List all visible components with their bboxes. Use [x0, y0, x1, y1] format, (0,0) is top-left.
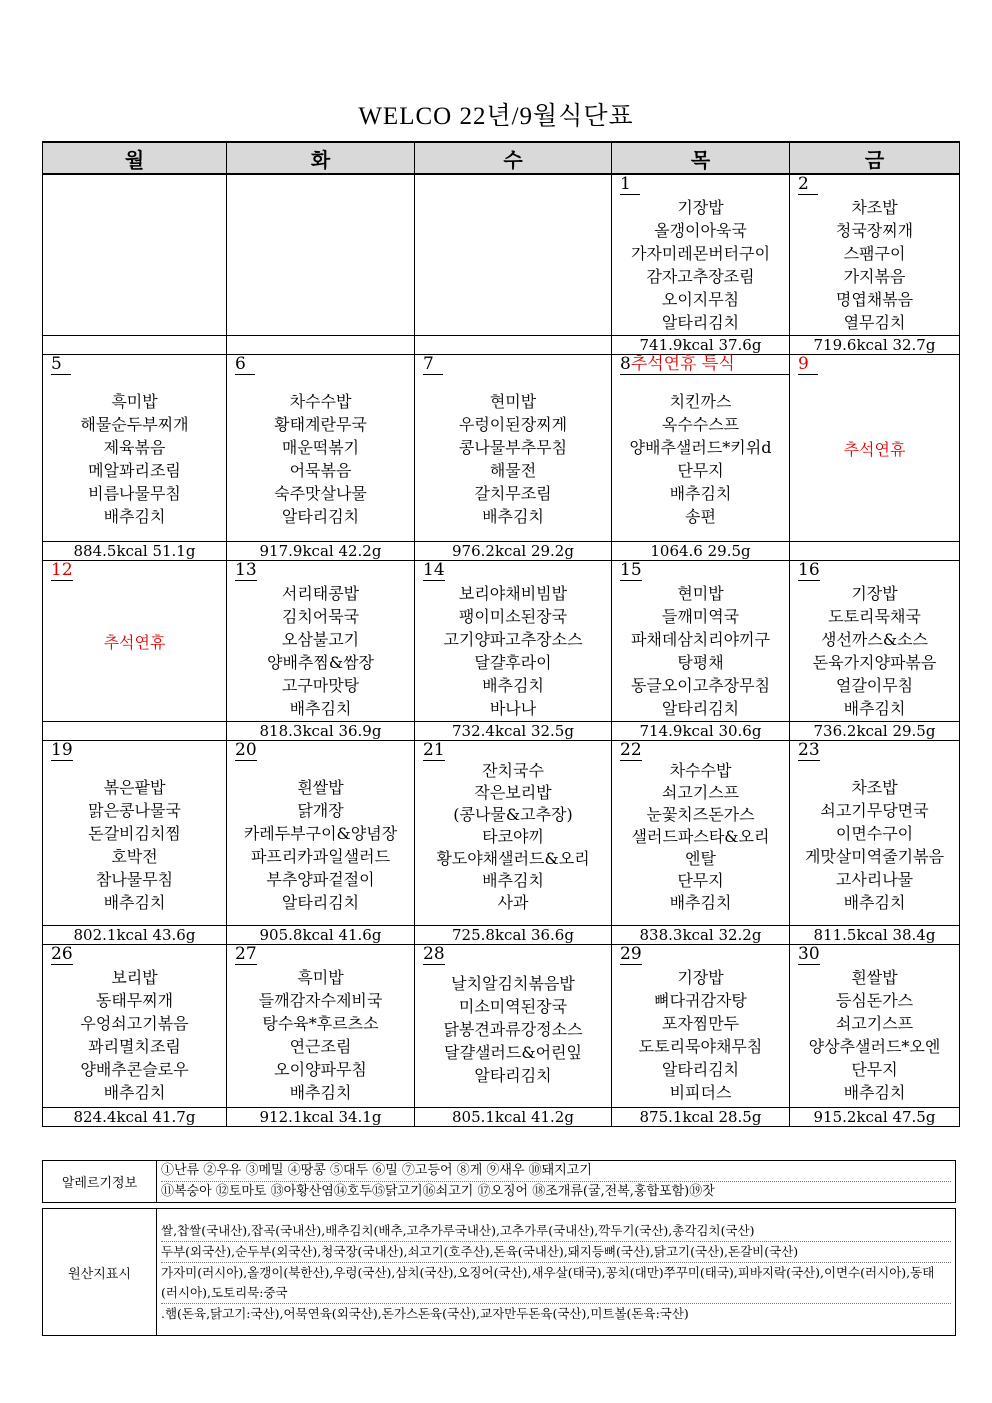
week-row — [43, 355, 960, 542]
menu-item: 엔탈 — [685, 849, 716, 868]
day-number-row — [790, 175, 959, 194]
menu-item: 얼갈이무침 — [835, 676, 914, 695]
menu-item: 배추김치 — [482, 871, 544, 890]
menu-item: 명엽채볶음 — [835, 290, 914, 309]
kcal-value: 1064.6 29.5g — [612, 542, 790, 561]
day-number-row — [612, 175, 789, 194]
day-cell — [227, 174, 415, 336]
menu-item: 알타리김치 — [661, 1060, 740, 1079]
menu-item: 도토리묵채국 — [828, 607, 921, 626]
kcal-row — [43, 1108, 960, 1127]
day-note: 추석연휴 특식 — [630, 354, 735, 374]
menu-item: 연근조림 — [289, 1037, 352, 1056]
kcal-value: 912.1kcal 34.1g — [227, 1108, 415, 1127]
day-number: 29 — [620, 944, 642, 964]
day-number-row — [790, 355, 959, 374]
kcal-value: 719.6kcal 32.7g — [790, 336, 960, 355]
menu-item: 감자고추장조림 — [646, 267, 755, 286]
menu-item: 흰쌀밥 — [297, 778, 344, 797]
menu-items — [612, 374, 789, 528]
day-cell — [43, 741, 227, 926]
allergy-list — [157, 1161, 956, 1203]
kcal-value: 811.5kcal 38.4g — [790, 926, 960, 945]
menu-items — [415, 964, 611, 1087]
menu-item: 부추양파겉절이 — [266, 870, 375, 889]
kcal-row — [43, 722, 960, 741]
menu-table — [42, 141, 960, 1127]
day-number-row — [790, 945, 959, 964]
day-cell — [43, 355, 227, 542]
day-cell — [612, 174, 790, 336]
menu-item: 차조밥 — [851, 198, 898, 217]
day-cell — [612, 945, 790, 1108]
menu-items — [612, 964, 789, 1104]
menu-item: 생선까스&소스 — [821, 630, 928, 649]
menu-item: 양배추찜&쌈장 — [267, 653, 374, 672]
kcal-value: 805.1kcal 41.2g — [415, 1108, 612, 1127]
menu-item: 알타리김치 — [281, 507, 360, 526]
menu-item: 치킨까스 — [669, 392, 732, 411]
origin-label: 원산지표시 — [43, 1209, 157, 1336]
menu-items — [227, 760, 414, 914]
menu-item: 옥수수스프 — [661, 415, 740, 434]
menu-item: 우엉쇠고기볶음 — [80, 1014, 189, 1033]
menu-item: 작은보리밥 — [474, 783, 552, 802]
menu-item: 카레두부구이&양념장 — [243, 824, 398, 843]
allergy-label: 알레르기정보 — [43, 1161, 157, 1203]
menu-item: 탕평채 — [677, 653, 724, 672]
menu-item: 비피더스 — [669, 1083, 732, 1102]
page-title: WELCO 22년/9월식단표 — [358, 103, 634, 130]
menu-item: 날치알김치볶음밥 — [451, 974, 575, 993]
menu-item: 꽈리멸치조림 — [88, 1037, 181, 1056]
day-cell — [227, 561, 415, 722]
day-number: 9 — [798, 354, 809, 374]
menu-item: 도토리묵야채무침 — [638, 1037, 763, 1056]
day-cell — [415, 561, 612, 722]
menu-items — [790, 760, 959, 914]
menu-items — [790, 964, 959, 1104]
day-number-row — [43, 561, 226, 580]
menu-item: 현미밥 — [489, 392, 537, 411]
day-cell — [43, 174, 227, 336]
allergy-table — [42, 1160, 956, 1203]
kcal-value: 976.2kcal 29.2g — [415, 542, 612, 561]
kcal-row — [43, 926, 960, 945]
day-number: 13 — [235, 560, 257, 580]
day-cell — [227, 945, 415, 1108]
day-number-row — [227, 175, 414, 194]
kcal-value — [43, 336, 227, 355]
menu-item: 배추김치 — [843, 699, 906, 718]
origin-line: 쌀,찹쌀(국내산),잡곡(국내산),배추김치(배추,고추가루국내산),고추가루(국내산),깍두기(국산),총각김치(국산) — [161, 1221, 951, 1242]
kcal-value: 714.9kcal 30.6g — [612, 722, 790, 741]
kcal-value: 818.3kcal 36.9g — [227, 722, 415, 741]
day-number: 8 — [620, 354, 631, 374]
menu-item: 양배추샐러드*키위d — [629, 438, 772, 457]
day-number: 23 — [798, 740, 820, 760]
menu-item: 콩나물부추무침 — [458, 438, 568, 457]
menu-item: 쇠고기무당면국 — [820, 801, 929, 820]
day-number: 12 — [51, 560, 73, 580]
menu-item: 알타리김치 — [661, 313, 740, 332]
menu-item: 타코야끼 — [482, 827, 544, 846]
week-row — [43, 741, 960, 926]
menu-item: 기장밥 — [851, 584, 898, 603]
day-number: 19 — [51, 740, 73, 760]
menu-item: 참나물무침 — [95, 870, 174, 889]
day-cell — [790, 355, 960, 542]
menu-item: 배추김치 — [289, 1083, 352, 1102]
menu-item: 갈치무조림 — [474, 484, 552, 503]
day-number-row — [43, 355, 226, 374]
menu-item: 배추김치 — [482, 507, 544, 526]
menu-item: 배추김치 — [482, 676, 544, 695]
menu-item: 포자찜만두 — [661, 1014, 740, 1033]
week-row — [43, 561, 960, 722]
menu-item: 동글오이고추장무침 — [630, 676, 771, 695]
menu-items — [612, 760, 789, 914]
day-number: 7 — [423, 354, 434, 374]
kcal-value: 915.2kcal 47.5g — [790, 1108, 960, 1127]
day-cell — [415, 355, 612, 542]
origin-list — [157, 1209, 956, 1336]
day-cell — [415, 741, 612, 926]
origin-line: 두부(외국산),순두부(외국산),청국장(국내산),쇠고기(호주산),돈육(국내산),돼지등뼈(국산),닭고기(국산),돈갈비(국산) — [161, 1242, 951, 1263]
menu-item: 들깨미역국 — [661, 607, 740, 626]
day-number-row — [612, 945, 789, 964]
menu-items — [43, 760, 226, 914]
menu-item: 단무지 — [677, 461, 724, 480]
day-number: 27 — [235, 944, 257, 964]
menu-item: 게맛살미역줄기볶음 — [804, 847, 945, 866]
menu-item: 어묵볶음 — [289, 461, 352, 480]
day-number-row — [227, 945, 414, 964]
menu-item: 매운떡볶기 — [281, 438, 360, 457]
menu-item: 오이지무침 — [661, 290, 740, 309]
menu-item: 가지볶음 — [843, 267, 906, 286]
menu-item: 배추김치 — [103, 507, 166, 526]
menu-item: 해물순두부찌개 — [80, 415, 189, 434]
menu-item: 황태계란무국 — [274, 415, 367, 434]
menu-item: 이면수구이 — [835, 824, 914, 843]
day-cell — [415, 945, 612, 1108]
menu-items — [415, 580, 611, 720]
menu-item: 흑미밥 — [297, 968, 344, 987]
menu-item: 등심돈가스 — [835, 991, 914, 1010]
menu-item: 배추김치 — [103, 1083, 166, 1102]
day-number-row — [790, 741, 959, 760]
menu-item: 쇠고기스프 — [661, 783, 740, 802]
day-number: 26 — [51, 944, 73, 964]
day-number-row — [415, 561, 611, 580]
day-cell — [43, 561, 227, 722]
weekday-header: 수 — [415, 142, 612, 174]
menu-item: 닭개장 — [297, 801, 344, 820]
day-cell — [43, 945, 227, 1108]
day-number-row — [790, 561, 959, 580]
menu-item: 고사리나물 — [835, 870, 914, 889]
day-number: 20 — [235, 740, 257, 760]
kcal-value — [790, 542, 960, 561]
day-number: 28 — [423, 944, 445, 964]
kcal-value: 838.3kcal 32.2g — [612, 926, 790, 945]
weekday-header: 월 — [43, 142, 227, 174]
day-cell — [790, 561, 960, 722]
menu-item: 차조밥 — [851, 778, 898, 797]
menu-items — [790, 194, 959, 334]
weekday-header-row — [43, 142, 960, 174]
weekday-header: 금 — [790, 142, 960, 174]
menu-item: 해물전 — [489, 461, 537, 480]
menu-item: 맑은콩나물국 — [88, 801, 181, 820]
weekday-header: 화 — [227, 142, 415, 174]
holiday-label: 추석연휴 — [103, 633, 166, 652]
menu-item: 열무김치 — [843, 313, 906, 332]
menu-item: 차수수밥 — [289, 392, 352, 411]
week-row — [43, 174, 960, 336]
week-row — [43, 945, 960, 1108]
allergy-line: ⑪복숭아 ⑫토마토 ⑬아황산염⑭호두⑮닭고기⑯쇠고기 ⑰오징어 ⑱조개류(굴,전복,홍합포함)⑲잣 — [161, 1184, 715, 1199]
allergy-line: ①난류 ②우유 ③메밀 ④땅콩 ⑤대두 ⑥밀 ⑦고등어 ⑧게 ⑨새우 ⑩돼지고기 — [161, 1161, 951, 1182]
kcal-value: 741.9kcal 37.6g — [612, 336, 790, 355]
day-number: 14 — [423, 560, 445, 580]
menu-item: 파채데삼치리야끼구 — [630, 630, 771, 649]
kcal-value: 736.2kcal 29.5g — [790, 722, 960, 741]
kcal-value: 905.8kcal 41.6g — [227, 926, 415, 945]
menu-item: 보리밥 — [111, 968, 158, 987]
menu-item: 현미밥 — [677, 584, 724, 603]
day-number: 5 — [51, 354, 62, 374]
origin-line: 가자미(러시아),올갱이(북한산),우렁(국산),삼치(국산),오징어(국산),새우살(태국),꽁치(대만)쭈꾸미(태국),피바지락(국산),이면수(러시아),동태(러시아),도토리묵:중국 — [161, 1263, 951, 1304]
kcal-value — [43, 722, 227, 741]
menu-items — [227, 964, 414, 1104]
day-cell — [790, 741, 960, 926]
menu-item: 메알꽈리조림 — [88, 461, 181, 480]
day-number-row — [43, 741, 226, 760]
day-cell — [612, 355, 790, 542]
menu-item: 배추김치 — [669, 484, 732, 503]
menu-items — [415, 194, 611, 196]
menu-item: 단무지 — [677, 871, 724, 890]
menu-item: 고구마맛탕 — [281, 676, 360, 695]
day-number: 2 — [798, 174, 809, 194]
day-number-row — [227, 561, 414, 580]
kcal-row — [43, 336, 960, 355]
menu-item: 배추김치 — [669, 893, 732, 912]
kcal-value: 824.4kcal 41.7g — [43, 1108, 227, 1127]
menu-item: 양배추콘슬로우 — [80, 1060, 189, 1079]
day-cell — [612, 741, 790, 926]
day-number: 30 — [798, 944, 820, 964]
menu-items — [612, 194, 789, 334]
menu-items — [415, 374, 611, 528]
day-cell — [790, 174, 960, 336]
menu-item: 돈갈비김치찜 — [88, 824, 181, 843]
menu-item: 뼈다귀감자탕 — [654, 991, 747, 1010]
kcal-value: 884.5kcal 51.1g — [43, 542, 227, 561]
kcal-value: 802.1kcal 43.6g — [43, 926, 227, 945]
day-number: 21 — [423, 740, 445, 760]
menu-item: 들깨감자수제비국 — [258, 991, 383, 1010]
menu-item: 올갱이아욱국 — [654, 221, 747, 240]
menu-item: 샐러드파스타&오리 — [631, 827, 770, 846]
menu-item: 스팸구이 — [843, 244, 906, 263]
menu-item: 비름나물무침 — [88, 484, 181, 503]
menu-item: 양상추샐러드*오엔 — [808, 1037, 941, 1056]
menu-item: 배추김치 — [843, 893, 906, 912]
day-number-row — [612, 561, 789, 580]
menu-items — [790, 580, 959, 720]
menu-item: 미소미역된장국 — [458, 997, 568, 1016]
day-number-row — [43, 945, 226, 964]
menu-item: 차수수밥 — [669, 761, 732, 780]
menu-items — [227, 580, 414, 720]
menu-item: 바나나 — [489, 699, 537, 718]
day-number-row — [415, 945, 611, 964]
menu-item: 서리태콩밥 — [281, 584, 360, 603]
day-number-row — [415, 175, 611, 194]
day-number-row — [227, 741, 414, 760]
day-number-row — [612, 355, 789, 374]
origin-table — [42, 1208, 956, 1336]
day-number-row — [415, 741, 611, 760]
menu-item: 송편 — [685, 507, 716, 526]
day-cell — [790, 945, 960, 1108]
menu-item: 황도야채샐러드&오리 — [436, 849, 590, 868]
kcal-row — [43, 542, 960, 561]
menu-item: 달걀샐러드&어린잎 — [444, 1043, 582, 1062]
weekday-header: 목 — [612, 142, 790, 174]
menu-item: 알타리김치 — [661, 699, 740, 718]
menu-item: 흑미밥 — [111, 392, 158, 411]
kcal-value: 725.8kcal 36.6g — [415, 926, 612, 945]
menu-items — [227, 374, 414, 528]
origin-line: .햄(돈육,닭고기:국산),어묵연육(외국산),돈가스돈육(국산),교자만두돈육(국산),미트볼(돈육:국산) — [161, 1305, 689, 1321]
day-number-row — [612, 741, 789, 760]
menu-item: 오이양파무침 — [274, 1060, 367, 1079]
menu-item: 청국장찌개 — [835, 221, 914, 240]
menu-item: 배추김치 — [289, 699, 352, 718]
menu-item: 흰쌀밥 — [851, 968, 898, 987]
kcal-value: 917.9kcal 42.2g — [227, 542, 415, 561]
menu-item: 제육볶음 — [103, 438, 166, 457]
menu-item: 배추김치 — [103, 893, 166, 912]
menu-item: (콩나물&고추장) — [453, 805, 573, 824]
holiday-label: 추석연휴 — [843, 440, 906, 459]
menu-item: 잔치국수 — [482, 761, 544, 780]
day-number-row — [227, 355, 414, 374]
day-number: 16 — [798, 560, 820, 580]
menu-item: 닭봉견과류강정소스 — [443, 1020, 583, 1039]
menu-item: 기장밥 — [677, 198, 724, 217]
menu-item: 눈꽃치즈돈가스 — [646, 805, 755, 824]
menu-item: 알타리김치 — [474, 1066, 552, 1085]
menu-item: 쇠고기스프 — [835, 1014, 914, 1033]
kcal-value — [227, 336, 415, 355]
day-number: 15 — [620, 560, 642, 580]
menu-item: 달걀후라이 — [474, 653, 552, 672]
kcal-value — [415, 336, 612, 355]
menu-item: 볶은팥밥 — [103, 778, 166, 797]
menu-item: 기장밥 — [677, 968, 724, 987]
day-cell — [415, 174, 612, 336]
menu-item: 파프리카과일샐러드 — [250, 847, 391, 866]
menu-items — [415, 760, 611, 914]
menu-item: 고기양파고추장소스 — [443, 630, 583, 649]
day-cell — [227, 355, 415, 542]
menu-item: 배추김치 — [843, 1083, 906, 1102]
menu-item: 팽이미소된장국 — [458, 607, 568, 626]
menu-item: 가자미레몬버터구이 — [630, 244, 771, 263]
menu-item: 돈육가지양파볶음 — [812, 653, 937, 672]
day-number-row — [415, 355, 611, 374]
menu-items — [612, 580, 789, 720]
menu-item: 단무지 — [851, 1060, 898, 1079]
menu-item: 우렁이된장찌게 — [458, 415, 568, 434]
menu-item: 숙주맛살나물 — [274, 484, 367, 503]
menu-items — [43, 964, 226, 1104]
day-cell — [227, 741, 415, 926]
menu-item: 알타리김치 — [281, 893, 360, 912]
menu-item: 동태무찌개 — [95, 991, 174, 1010]
menu-item: 보리야채비빔밥 — [458, 584, 568, 603]
day-cell — [612, 561, 790, 722]
kcal-value: 732.4kcal 32.5g — [415, 722, 612, 741]
menu-items — [227, 194, 414, 196]
day-number: 6 — [235, 354, 246, 374]
menu-items — [43, 374, 226, 528]
menu-item: 호박전 — [111, 847, 158, 866]
menu-item: 오삼불고기 — [281, 630, 360, 649]
menu-items — [43, 194, 226, 196]
menu-item: 탕수육*후르츠소 — [262, 1014, 379, 1033]
menu-item: 김치어묵국 — [281, 607, 360, 626]
day-number: 22 — [620, 740, 642, 760]
kcal-value: 875.1kcal 28.5g — [612, 1108, 790, 1127]
menu-item: 사과 — [497, 893, 529, 912]
day-number-row — [43, 175, 226, 194]
day-number: 1 — [620, 174, 631, 194]
